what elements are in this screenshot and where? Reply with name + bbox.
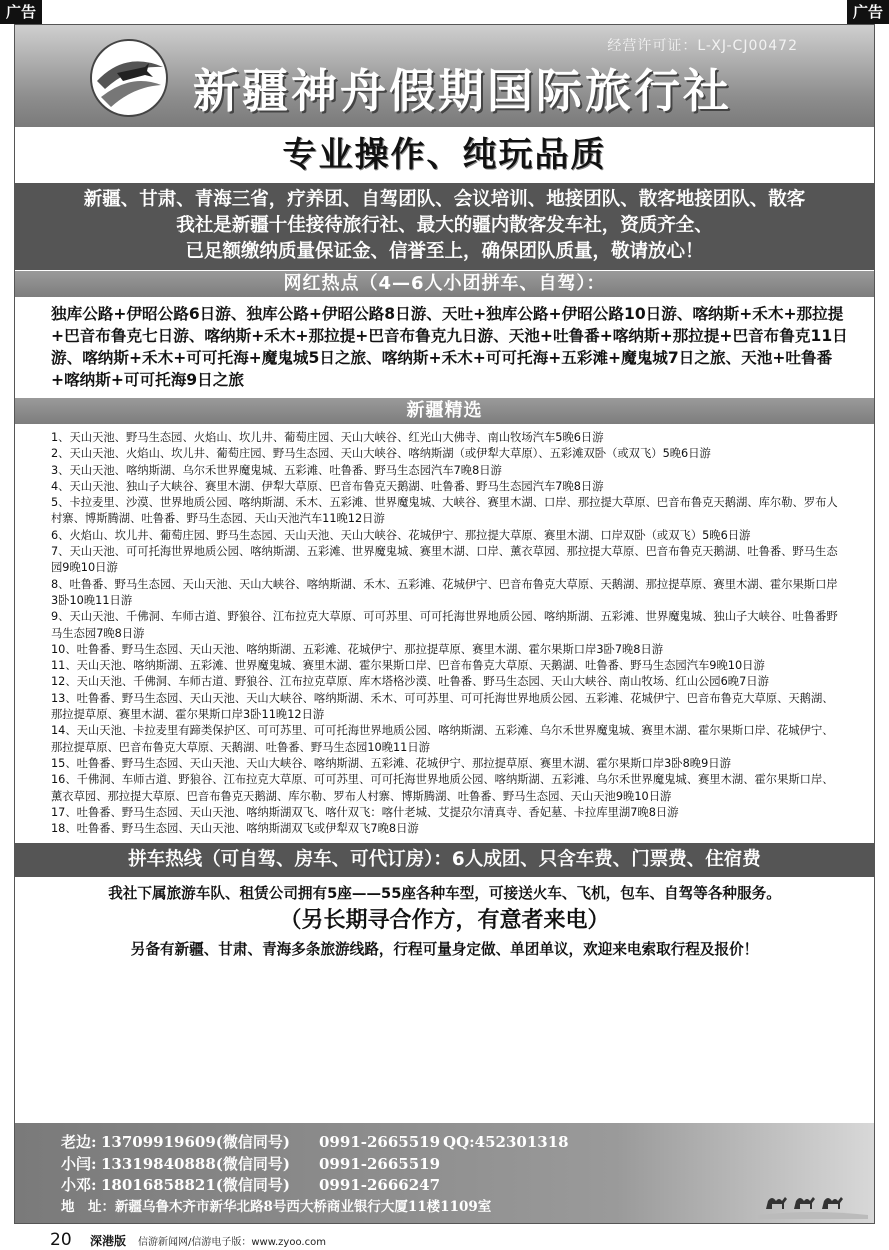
slogan: 专业操作、纯玩品质 bbox=[15, 127, 874, 183]
contact-name: 小闫: bbox=[61, 1155, 97, 1173]
contact-row bbox=[61, 1153, 443, 1174]
address: 地 址：新疆乌鲁木齐市新华北路8号西大桥商业银行大厦11楼1109室 bbox=[61, 1199, 492, 1215]
intro-block bbox=[15, 183, 874, 270]
route-item: 13、吐鲁番、野马生态园、天山天池、天山大峡谷、喀纳斯湖、禾木、可可苏里、可可托海世界地质公园、五彩滩、花城伊宁、巴音布鲁克大草原、天鹅湖、那拉提草原、赛里木湖、霍尔果斯口岸3卧11晚12日游 bbox=[51, 691, 834, 722]
route-item: 9、天山天池、千佛洞、车师古道、野狼谷、江布拉克大草原、可可苏里、可可托海世界地质公园、喀纳斯湖、五彩滩、世界魔鬼城、独山子大峡谷、吐鲁番野马生态园7晚8日游 bbox=[51, 610, 838, 640]
route-item: 14、天山天池、卡拉麦里有蹄类保护区、可可苏里、可可托海世界地质公园、喀纳斯湖、五彩滩、乌尔禾世界魔鬼城、赛里木湖、霍尔果斯口岸、花城伊宁、那拉提草原、巴音布鲁克大草原、天鹅湖、吐鲁番、野马生态园10晚11日游 bbox=[51, 724, 834, 754]
intro-line: 已足额缴纳质量保证金、信誉至上，确保团队质量，敬请放心！ bbox=[185, 241, 704, 262]
contact-qq: QQ:452301318 bbox=[443, 1133, 569, 1151]
contact-mobile: 13319840888(微信同号) bbox=[101, 1155, 291, 1173]
route-item: 11、天山天池、喀纳斯湖、五彩滩、世界魔鬼城、赛里木湖、霍尔果斯口岸、巴音布鲁克大草原、天鹅湖、吐鲁番、野马生态园汽车9晚10日游 bbox=[51, 659, 765, 673]
contact-name: 老边: bbox=[61, 1133, 97, 1151]
route-item: 17、吐鲁番、野马生态园、天山天池、喀纳斯湖双飞、喀什双飞：喀什老城、艾提尕尔清真寺、香妃墓、卡拉库里湖7晚8日游 bbox=[51, 805, 679, 819]
more-routes-info: 另备有新疆、甘肃、青海多条旅游线路，行程可量身定做、单团单议，欢迎来电索取行程及报价！ bbox=[130, 941, 759, 959]
ad-label-right: 广告 bbox=[847, 0, 889, 24]
route-item: 6、火焰山、坎儿井、葡萄庄园、野马生态园、天山天池、天山大峡谷、花城伊宁、那拉提大草原、赛里木湖、口岸双卧（或双飞）5晚6日游 bbox=[51, 528, 751, 542]
fleet-info: 我社下属旅游车队、租赁公司拥有5座——55座各种车型，可接送火车、飞机，包车、自驾等各种服务。 bbox=[108, 885, 781, 903]
route-item: 4、天山天池、独山子大峡谷、赛里木湖、伊犁大草原、巴音布鲁克天鹅湖、吐鲁番、野马生态园汽车7晚8日游 bbox=[51, 479, 604, 493]
route-item: 7、天山天池、可可托海世界地质公园、喀纳斯湖、五彩滩、世界魔鬼城、赛里木湖、口岸、薰衣草园、那拉提大草原、巴音布鲁克天鹅湖、吐鲁番、野马生态园9晚10日游 bbox=[51, 545, 838, 575]
carpool-hotline: 拼车热线（可自驾、房车、可代订房）：6人成团、只含车费、门票费、住宿费 bbox=[15, 843, 874, 877]
route-item: 3、天山天池、喀纳斯湖、乌尔禾世界魔鬼城、五彩滩、吐鲁番、野马生态园汽车7晚8日游 bbox=[51, 463, 502, 477]
route-item: 10、吐鲁番、野马生态园、天山天池、喀纳斯湖、五彩滩、花城伊宁、那拉提草原、赛里木湖、霍尔果斯口岸3卧7晚8日游 bbox=[51, 642, 664, 656]
license-number: 经营许可证：L-XJ-CJ00472 bbox=[607, 38, 798, 54]
contact-tel: 0991-2665519 bbox=[319, 1133, 441, 1151]
contact-mobile: 13709919609(微信同号) bbox=[101, 1133, 291, 1151]
route-item: 1、天山天池、野马生态园、火焰山、坎儿井、葡萄庄园、天山大峡谷、红光山大佛寺、南山牧场汽车5晚6日游 bbox=[51, 431, 604, 444]
hot-routes: 独库公路+伊昭公路6日游、独库公路+伊昭公路8日游、天吐+独库公路+伊昭公路10日游、喀纳斯+禾木+那拉提+巴音布鲁克七日游、喀纳斯+禾木+那拉提+巴音布鲁克九日游、天池+吐鲁番+喀纳斯+那拉提+巴音布鲁克11日游、喀纳斯+禾木+可可托海+魔鬼城5日之旅、喀纳斯+禾木+可可托海+五彩滩+魔鬼城7日之旅、天池+吐鲁番+喀纳斯+可可托海9日之旅 bbox=[51, 305, 848, 389]
contact-panel bbox=[15, 1123, 874, 1223]
intro-line: 我社是新疆十佳接待旅行社、最大的疆内散客发车社，资质齐全、 bbox=[176, 215, 713, 236]
advertisement-frame bbox=[14, 24, 875, 1224]
contact-row bbox=[61, 1174, 443, 1195]
contact-row bbox=[61, 1131, 569, 1152]
plane-logo-icon bbox=[87, 37, 171, 119]
contact-tel: 0991-2665519 bbox=[319, 1155, 441, 1173]
cooperation-notice: （另长期寻合作方，有意者来电） bbox=[279, 908, 610, 934]
route-list bbox=[15, 424, 874, 843]
route-item: 2、天山天池、火焰山、坎儿井、葡萄庄园、野马生态园、天山大峡谷、喀纳斯湖（或伊犁大草原）、五彩滩双卧（或双飞）5晚6日游 bbox=[51, 447, 711, 461]
company-name: 新疆神舟假期国际旅行社 bbox=[193, 64, 732, 118]
header-banner bbox=[15, 25, 874, 127]
route-item: 18、吐鲁番、野马生态园、天山天池、喀纳斯湖双飞或伊犁双飞7晚8日游 bbox=[51, 822, 419, 836]
route-item: 16、千佛洞、车师古道、野狼谷、江布拉克大草原、可可苏里、可可托海世界地质公园、喀纳斯湖、五彩滩、乌尔禾世界魔鬼城、赛里木湖、霍尔果斯口岸、薰衣草园、那拉提大草原、巴音布鲁克天鹅湖、库尔勒、罗布人村寨、博斯腾湖、吐鲁番、野马生态园、天山天池9晚10日游 bbox=[51, 773, 834, 803]
contact-tel: 0991-2666247 bbox=[319, 1176, 441, 1194]
ad-label-left: 广告 bbox=[0, 0, 42, 24]
route-item: 12、天山天池、千佛洞、车师古道、野狼谷、江布拉克草原、库木塔格沙漠、吐鲁番、野马生态园、天山大峡谷、南山牧场、红山公园6晚7日游 bbox=[51, 675, 769, 689]
page-number: 20 bbox=[50, 1230, 72, 1250]
select-section-title: 新疆精选 bbox=[15, 397, 874, 424]
intro-line: 新疆、甘肃、青海三省，疗养团、自驾团队、会议培训、地接团队、散客地接团队、散客 bbox=[83, 189, 806, 210]
site-info: 信游新闻网/信游电子版：www.zyoo.com bbox=[138, 1237, 326, 1248]
contact-mobile: 18016858821(微信同号) bbox=[101, 1176, 291, 1194]
route-item: 5、卡拉麦里、沙漠、世界地质公园、喀纳斯湖、禾木、五彩滩、世界魔鬼城、大峡谷、赛里木湖、口岸、那拉提大草原、巴音布鲁克天鹅湖、库尔勒、罗布人村寨、博斯腾湖、吐鲁番、野马生态园、天山天池汽车11晚12日游 bbox=[51, 496, 838, 526]
contact-name: 小邓: bbox=[61, 1176, 97, 1194]
page-footer bbox=[0, 1228, 889, 1250]
camel-caravan-icon bbox=[758, 1179, 868, 1219]
edition-label: 深港版 bbox=[90, 1234, 127, 1248]
route-item: 8、吐鲁番、野马生态园、天山天池、天山大峡谷、喀纳斯湖、禾木、五彩滩、花城伊宁、巴音布鲁克大草原、天鹅湖、那拉提草原、赛里木湖、霍尔果斯口岸3卧10晚11日游 bbox=[51, 577, 838, 607]
hot-section-title: 网红热点（4—6人小团拼车、自驾）： bbox=[15, 270, 874, 297]
route-item: 15、吐鲁番、野马生态园、天山天池、天山大峡谷、喀纳斯湖、五彩滩、花城伊宁、那拉提草原、赛里木湖、霍尔果斯口岸3卧8晚9日游 bbox=[51, 756, 731, 770]
